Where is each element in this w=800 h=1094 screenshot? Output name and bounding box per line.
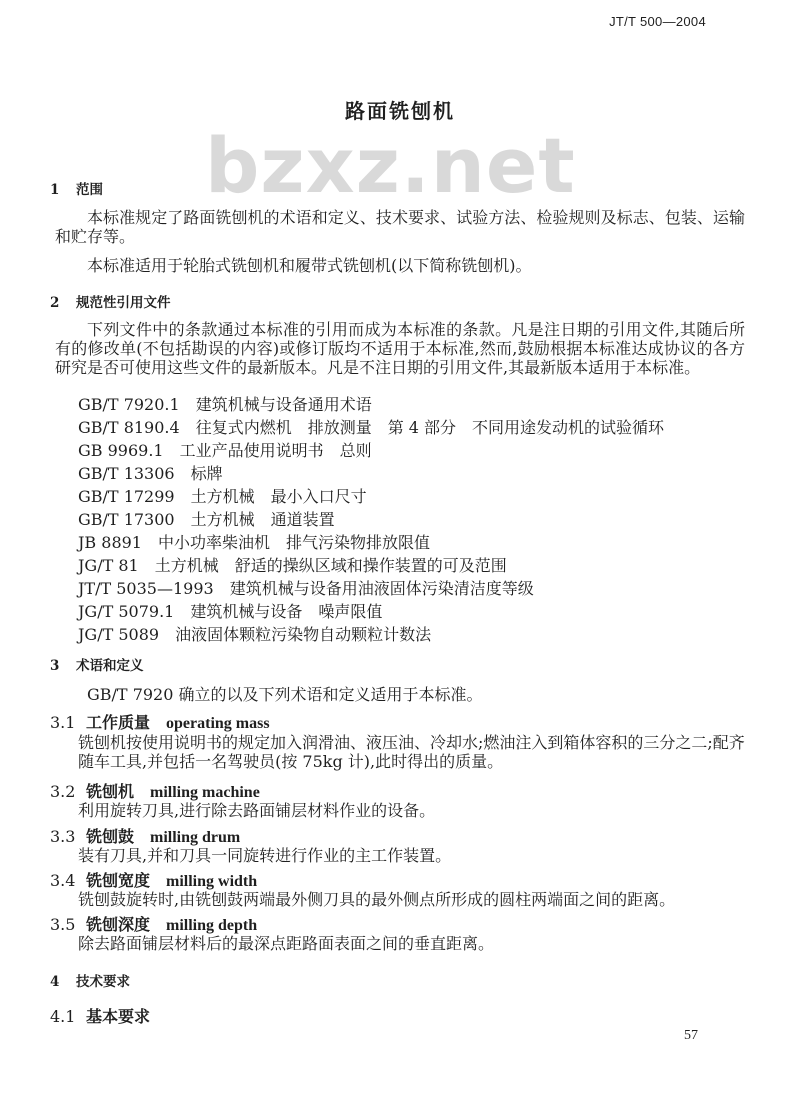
- section-1-heading: [50, 178, 103, 198]
- section-number: 4: [50, 974, 60, 990]
- section-2-paragraph: 下列文件中的条款通过本标准的引用而成为本标准的条款。凡是注日期的引用文件,其随后所有的修改单(不包括勘误的内容)或修订版均不适用于本标准,然而,鼓励根据本标准达成协议的各方研究是否可使用这些文件的最新版本。凡是不注日期的引用文件,其最新版本适用于本标准。: [55, 320, 745, 377]
- term-definition: 除去路面铺层材料后的最深点距路面表面之间的垂直距离。: [78, 934, 495, 953]
- section-title: 范围: [76, 182, 103, 198]
- reference-item: GB/T 17299 土方机械 最小入口尺寸: [78, 487, 367, 506]
- subsection-4-1-heading: 4.1 基本要求: [50, 1007, 151, 1026]
- section-number: 1: [50, 182, 60, 198]
- section-2-heading: [50, 291, 171, 311]
- term-heading: 3.3 铣刨鼓 milling drum: [50, 827, 241, 846]
- section-1-paragraph-1: 本标准规定了路面铣刨机的术语和定义、技术要求、试验方法、检验规则及标志、包装、运输和贮存等。: [55, 208, 745, 246]
- section-3-heading: [50, 654, 144, 674]
- section-title: 术语和定义: [76, 658, 144, 674]
- reference-item: GB/T 17300 土方机械 通道装置: [78, 510, 335, 529]
- watermark: bzxz.net: [205, 121, 576, 210]
- section-3-intro: GB/T 7920 确立的以及下列术语和定义适用于本标准。: [87, 685, 483, 704]
- section-title: 规范性引用文件: [76, 295, 171, 311]
- reference-item: JB 8891 中小功率柴油机 排气污染物排放限值: [78, 533, 431, 552]
- reference-item: GB/T 13306 标牌: [78, 464, 223, 483]
- page-number: 57: [684, 1028, 698, 1043]
- reference-item: JG/T 5089 油液固体颗粒污染物自动颗粒计数法: [78, 625, 432, 644]
- term-heading: 3.2 铣刨机 milling machine: [50, 782, 260, 801]
- section-title: 技术要求: [76, 974, 130, 990]
- section-4-heading: [50, 970, 130, 990]
- reference-item: GB/T 7920.1 建筑机械与设备通用术语: [78, 395, 372, 414]
- standard-code: JT/T 500—2004: [609, 14, 706, 29]
- section-number: 2: [50, 295, 60, 311]
- reference-item: JT/T 5035—1993 建筑机械与设备用油液固体污染清洁度等级: [78, 579, 534, 598]
- reference-item: GB 9969.1 工业产品使用说明书 总则: [78, 441, 372, 460]
- term-definition: 铣刨鼓旋转时,由铣刨鼓两端最外侧刀具的最外侧点所形成的圆柱两端面之间的距离。: [78, 890, 676, 909]
- term-definition: 装有刀具,并和刀具一同旋转进行作业的主工作装置。: [78, 846, 452, 865]
- term-heading: 3.1 工作质量 operating mass: [50, 713, 270, 732]
- term-definition: 铣刨机按使用说明书的规定加入润滑油、液压油、冷却水;燃油注入到箱体容积的三分之二;配齐随车工具,并包括一名驾驶员(按 75kg 计),此时得出的质量。: [78, 733, 745, 771]
- section-number: 3: [50, 658, 60, 674]
- term-heading: 3.5 铣刨深度 milling depth: [50, 915, 258, 934]
- reference-item: JG/T 81 土方机械 舒适的操纵区域和操作装置的可及范围: [78, 556, 507, 575]
- reference-item: GB/T 8190.4 往复式内燃机 排放测量 第 4 部分 不同用途发动机的试验循环: [78, 418, 665, 437]
- section-1-paragraph-2: 本标准适用于轮胎式铣刨机和履带式铣刨机(以下简称铣刨机)。: [87, 256, 532, 275]
- term-definition: 利用旋转刀具,进行除去路面铺层材料作业的设备。: [78, 801, 436, 820]
- term-heading: 3.4 铣刨宽度 milling width: [50, 871, 258, 890]
- reference-item: JG/T 5079.1 建筑机械与设备 噪声限值: [78, 602, 383, 621]
- page-title: 路面铣刨机: [345, 99, 455, 123]
